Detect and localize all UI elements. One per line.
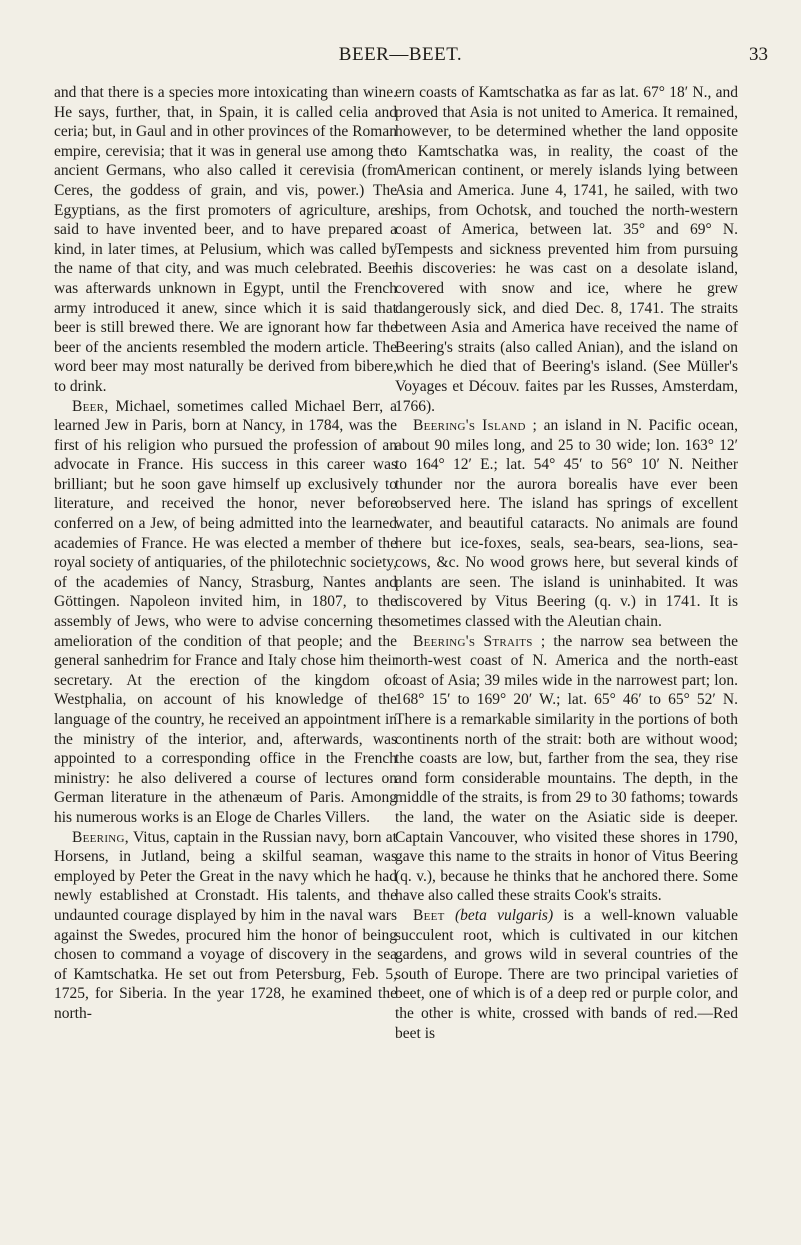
right-column (395, 83, 738, 1043)
headword-beerings-straits: Beering's Straits ; (413, 632, 546, 650)
page-number: 33 (749, 44, 768, 65)
entry-beet-text: is a well-known valuable succulent root, which is cultivated in our kitchen gardens, and grows wild in several countries of the south of Europe. There are two principal varieties of beet, one of which is of a deep red or purple color, and the other is white, crossed with bands of red.—Red beet is (395, 906, 739, 1042)
continued-paragraph-right: ern coasts of Kamtschatka as far as lat. 67° 18′ N., and proved that Asia is not united to America. It remained, however, to be determined whether the land opposite to Kamtschatka was, in reality, the coast of the American continent, or merely islands lying between Asia and America. June 4, 1741, he sailed, with two ships, from Ochotsk, and touched the north-western coast of America, between lat. 35° and 69° N. Tempests and sickness prevented him from pursuing his discoveries: he was cast on a desolate island, covered with snow and ice, where he grew dangerously sick, and died Dec. 8, 1741. The straits between Asia and America have received the name of Beering's straits (also called Anian), and the island on which he died that of Beering's island. (See Müller's Voyages et Découv. faites par les Russes, Amsterdam, 1766). (395, 84, 738, 415)
entry-beering (54, 828, 397, 1024)
entry-beerings-island (395, 416, 738, 632)
running-head (0, 44, 801, 74)
entry-beer (54, 397, 397, 828)
headword-beet: Beet (413, 906, 445, 924)
running-title: BEER—BEET. (338, 44, 463, 65)
beet-latin-name: (beta vulgaris) (455, 906, 554, 924)
entry-straits-text: the narrow sea between the north-west coast of N. America and the north-east coast of Asia; 39 miles wide in the narrowest part; lon. 168° 15′ to 169° 20′ W.; lat. 65° 46′ to 65° 52′ N. There is a remarkable similarity in the portions of both continents north of the strait: both are without wood; the coasts are low, but, farther from the sea, they rise and form considerable mountains. The depth, in the middle of the straits, is from 29 to 30 fathoms; towards the land, the water on the Asiatic side is deeper. Captain Vancouver, who visited these shores in 1790, gave this name to the straits in honor of Vitus Beering (q. v.), because he thinks that he anchored there. Some have also called these straits Cook's straits. (395, 632, 739, 905)
entry-beet (395, 906, 738, 1043)
entry-island-text: an island in N. Pacific ocean, about 90 miles long, and 25 to 30 wide; lon. 163° 12′ to 164° 12′ E.; lat. 54° 45′ to 56° 10′ N. Neither thunder nor the aurora borealis have ever been observed here. The island has springs of excellent water, and beautiful cataracts. No animals are found here but ice-foxes, seals, sea-bears, sea-lions, sea-cows, &c. No wood grows here, but several kinds of plants are seen. The island is uninhabited. It was discovered by Vitus Beering (q. v.) in 1741. It is sometimes classed with the Aleutian chain. (395, 417, 738, 631)
continued-paragraph: and that there is a species more intoxicating than wine. He says, further, that, in Spain, it is called celia and ceria; but, in Gaul and in other provinces of the Roman empire, cerevisia; that it was in general use among the ancient Germans, who also called it cerevisia (from Ceres, the goddess of grain, and vis, power.) The Egyptians, as the first promoters of agriculture, are said to have invented beer, and to have prepared a kind, in later times, at Pelusium, which was called by the name of that city, and was much celebrated. Beer was afterwards unknown in Egypt, until the French army introduced it anew, since which it is said that beer is still brewed there. We are ignorant how far the beer of the ancients resembled the modern article. The word beer may most naturally be derived from bibere, to drink. (54, 84, 397, 395)
left-column (54, 83, 397, 1024)
headword-beerings-island: Beering's Island ; (413, 417, 538, 435)
headword-beer: Beer, (72, 397, 109, 415)
headword-beering: Beering, (72, 828, 129, 846)
entry-beer-text: Michael, sometimes called Michael Berr, a learned Jew in Paris, born at Nancy, in 1784, was the first of his religion who pursued the profession of an advocate in France. His success in this career was brilliant; but he soon gave himself up exclusively to literature, and received the honor, never before conferred on a Jew, of being admitted into the learned academies of France. He was elected a member of the royal society of antiquaries, of the philotechnic society, of the academies of Nancy, Strasburg, Nantes and Göttingen. Napoleon invited him, in 1807, to the assembly of Jews, who were to advise concerning the amelioration of the condition of that people; and the general sanhedrim for France and Italy chose him their secretary. At the erection of the kingdom of Westphalia, on account of his knowledge of the language of the country, he received an appointment in the ministry of the interior, and, afterwards, was appointed to a corresponding office in the French ministry: he also delivered a course of lectures on German literature in the athenæum of Paris. Among his numerous works is an Eloge de Charles Villers. (54, 397, 397, 826)
entry-beerings-straits (395, 632, 738, 906)
entry-beering-text: Vitus, captain in the Russian navy, born at Horsens, in Jutland, being a skilful seaman, was employed by Peter the Great in the navy which he had newly established at Cronstadt. His talents, and the undaunted courage displayed by him in the naval wars against the Swedes, procured him the honor of being chosen to command a voyage of discovery in the sea of Kamtschatka. He set out from Petersburg, Feb. 5, 1725, for Siberia. In the year 1728, he examined the north- (54, 828, 397, 1022)
